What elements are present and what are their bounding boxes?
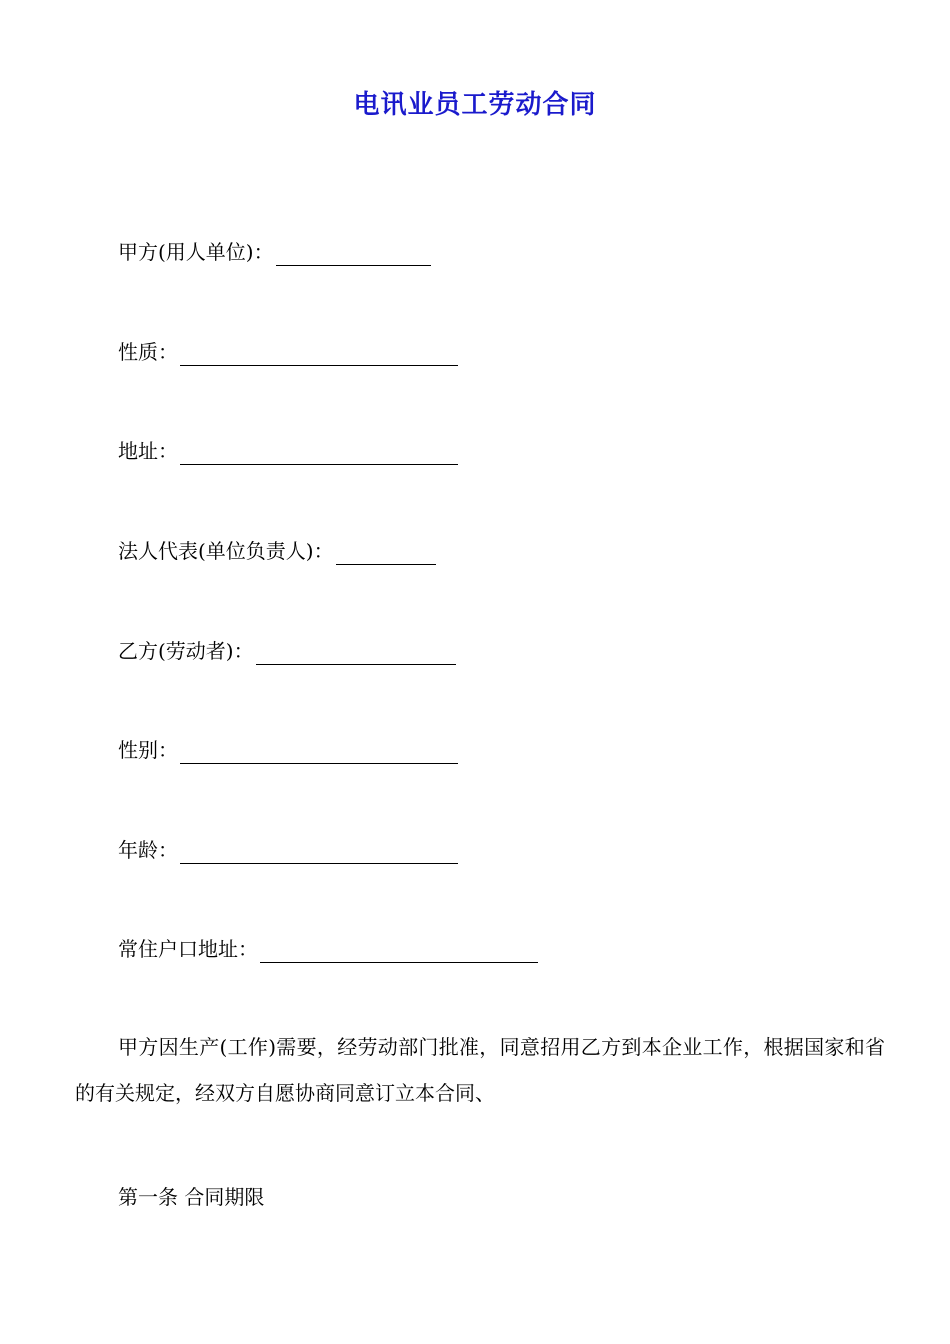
field-legal-rep-blank[interactable] (336, 542, 436, 565)
field-residence (118, 935, 538, 963)
field-residence-blank[interactable] (260, 940, 538, 963)
field-party-b-blank[interactable] (256, 642, 456, 665)
field-nature-label: 性质： (118, 340, 178, 364)
field-nature-blank[interactable] (180, 343, 458, 366)
field-gender-label: 性别： (118, 738, 178, 762)
field-residence-label: 常住户口地址： (118, 937, 258, 961)
intro-paragraph: 甲方因生产(工作)需要，经劳动部门批准，同意招用乙方到本企业工作，根据国家和省的有关规定，经双方自愿协商同意订立本合同、 (75, 1035, 885, 1105)
field-address-label: 地址： (118, 439, 178, 463)
field-nature (118, 338, 458, 366)
field-legal-rep-label: 法人代表(单位负责人)： (118, 539, 334, 563)
field-address (118, 437, 458, 465)
field-age-blank[interactable] (180, 841, 458, 864)
field-age-label: 年龄： (118, 838, 178, 862)
field-party-a (118, 238, 431, 266)
field-gender (118, 736, 458, 764)
document-title: 电讯业员工劳动合同 (353, 90, 597, 120)
field-age (118, 836, 458, 864)
field-party-a-blank[interactable] (276, 243, 431, 266)
field-legal-rep (118, 537, 436, 565)
field-party-b-label: 乙方(劳动者)： (118, 639, 254, 663)
field-party-a-label: 甲方(用人单位)： (118, 240, 274, 264)
field-address-blank[interactable] (180, 442, 458, 465)
field-party-b (118, 637, 456, 665)
field-gender-blank[interactable] (180, 741, 458, 764)
article-1-heading: 第一条 合同期限 (118, 1185, 265, 1209)
